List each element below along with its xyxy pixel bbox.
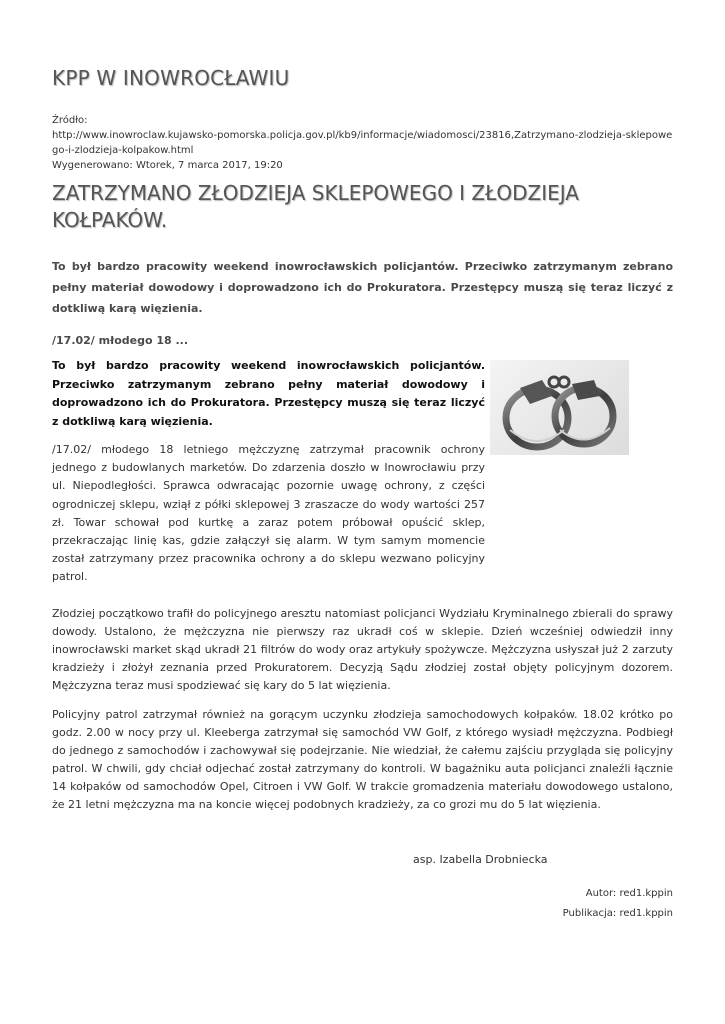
article-lead: To był bardzo pracowity weekend inowrocławskich policjantów. Przeciwko zatrzymanym zebrano pełny materiał dowodowy i doprowadzono ich do Prokuratora. Przestępcy muszą się teraz liczyć z dotkliwą karą więzienia. (52, 260, 673, 315)
generated-date: Wygenerowano: Wtorek, 7 marca 2017, 19:20 (52, 160, 283, 171)
article-subheading: /17.02/ młodego 18 ... (52, 334, 189, 347)
source-url[interactable]: http://www.inowroclaw.kujawsko-pomorska.policja.gov.pl/kb9/informacje/wiadomosci/23816,Zatrzymano-zlodzieja-sklepowego-i-zlodzieja-kolpakow.html (52, 130, 673, 156)
handcuffs-photo (490, 360, 629, 455)
article-title: ZATRZYMANO ZŁODZIEJA SKLEPOWEGO I ZŁODZIEJA KOŁPAKÓW. (52, 181, 579, 232)
article-paragraph-3: Policyjny patrol zatrzymał również na gorącym uczynku złodzieja samochodowych kołpaków. 18.02 krótko po godz. 2.00 w nocy przy ul. Kleeberga zatrzymał się samochód VW Golf, z którego wysiadł mężczyzna. Podbiegł do jednego z samochodów i zachowywał się podejrzanie. Nie wiedział, że całemu zajściu przygląda się policyjny patrol. W chwili, gdy chciał odjechać został zatrzymany do kontroli. W bagażniku auta policjanci znaleźli łącznie 14 kołpaków od samochodów Opel, Citroen i VW Golf. W trakcie gromadzenia materiału dowodowego ustalono, że 21 letni mężczyzna ma na koncie więcej podobnych kradzieży, za co grozi mu do 5 lat więzienia. (52, 708, 673, 811)
source-label: Źródło: (52, 115, 88, 126)
article-signature: asp. Izabella Drobniecka (413, 853, 548, 866)
article-paragraph-2: Złodziej początkowo trafił do policyjnego aresztu natomiast policjanci Wydziału Kryminalnego zbierali do sprawy dowody. Ustalono, że mężczyzna nie pierwszy raz ukradł coś w sklepie. Dzień wcześniej odwiedził inny inowrocławski market skąd ukradł 21 filtrów do wody oraz artykuły spożywcze. Mężczyzna usłyszał już 2 zarzuty kradzieży i złożył zeznania przed Prokuratorem. Decyzją Sądu złodziej został objęty policyjnym dozorem. Mężczyzna teraz musi spodziewać się kary do 5 lat więzienia. (52, 607, 673, 692)
author-credit: Autor: red1.kppin (585, 888, 673, 899)
source-meta (52, 113, 677, 173)
handcuffs-icon (490, 360, 629, 455)
article-paragraph-1: /17.02/ młodego 18 letniego mężczyznę zatrzymał pracownik ochrony jednego z budowlanych marketów. Do zdarzenia doszło w Inowrocławiu przy ul. Niepodległości. Sprawca odwracając pozornie uwagę ochrony, z części ogrodniczej sklepu, wziął z półki sklepowej 3 zraszacze do wody wartości 257 zł. Towar schował pod kurtkę a zaraz potem próbował opuścić sklep, przekraczając linię kas, gdzie załączył się alarm. W tym samym momencie został zatrzymany przez pracownika ochrony a do sklepu wezwano policyjny patrol. (52, 443, 485, 584)
article-intro: To był bardzo pracowity weekend inowrocławskich policjantów. Przeciwko zatrzymanym zebrano pełny materiał dowodowy i doprowadzono ich do Prokuratora. Przestępcy muszą się teraz liczyć z dotkliwą karą więzienia. (52, 359, 485, 428)
publication-footer (563, 884, 673, 924)
site-title: KPP W INOWROCŁAWIU (52, 66, 290, 90)
publication-credit: Publikacja: red1.kppin (562, 908, 673, 919)
